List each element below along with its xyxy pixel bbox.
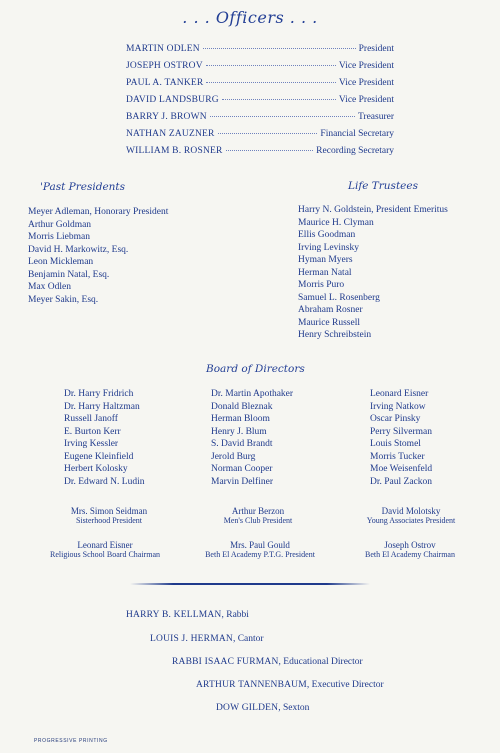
dot-leader (226, 150, 314, 151)
auxiliary-entry (340, 540, 480, 559)
auxiliary-name: Leonard Eisner (77, 540, 133, 550)
dot-leader (206, 65, 336, 66)
officer-row (126, 95, 394, 111)
auxiliary-name: Mrs. Simon Seidman (70, 506, 148, 516)
staff-role: , Cantor (232, 634, 264, 644)
officer-name: NATHAN ZAUZNER (126, 129, 215, 139)
list-item: Herbert Kolosky (64, 464, 128, 474)
list-item: Maurice H. Clyman (298, 217, 374, 228)
list-item: Dr. Paul Zackon (370, 476, 433, 487)
officer-title: Financial Secretary (320, 129, 394, 139)
list-item: Marvin Delfiner (211, 476, 273, 487)
list-item: Leon Mickleman (28, 257, 94, 267)
list-item: Dr. Edward N. Ludin (64, 476, 145, 487)
list-item: E. Burton Kerr (64, 426, 121, 437)
list-item: Irving Kessler (64, 439, 119, 449)
list-item: Dr. Harry Haltzman (64, 401, 140, 412)
auxiliary-role: Religious School Board Chairman (50, 550, 160, 559)
auxiliary-entry (168, 506, 348, 525)
list-item: Leonard Eisner (370, 389, 429, 399)
officer-row (126, 44, 394, 60)
officer-name: BARRY J. BROWN (126, 112, 207, 122)
officer-title: Vice President (338, 78, 394, 88)
auxiliary-role: Young Associates President (366, 516, 456, 525)
list-item: Benjamin Natal, Esq. (28, 269, 110, 280)
list-item: Maurice Russell (298, 317, 361, 328)
board-column-2 (211, 388, 293, 488)
list-item: Meyer Adleman, Honorary President (28, 207, 169, 217)
staff-name: ARTHUR TANNENBAUM (196, 680, 307, 690)
officer-row (126, 146, 394, 162)
life-trustees-heading: Life Trustees (348, 180, 418, 192)
officer-title: Recording Secretary (316, 146, 394, 156)
list-item: Jerold Burg (211, 451, 256, 462)
list-item: Russell Janoff (64, 414, 118, 424)
list-item: Morris Liebman (28, 232, 91, 242)
section-divider (130, 583, 370, 585)
list-item: Moe Weisenfeld (370, 464, 433, 474)
auxiliary-name: David Molotsky (381, 506, 441, 516)
list-item: Abraham Rosner (298, 305, 363, 315)
list-item: Eugene Kleinfield (64, 451, 134, 462)
list-item: Morris Tucker (370, 451, 425, 462)
dot-leader (210, 116, 355, 117)
board-column-3 (370, 388, 432, 488)
auxiliary-entry (170, 540, 350, 559)
list-item: Hyman Myers (298, 255, 353, 265)
list-item: Meyer Sakin, Esq. (28, 294, 99, 305)
auxiliary-entry (20, 540, 190, 559)
staff-role: , Sexton (278, 703, 310, 713)
staff-line (172, 657, 363, 667)
auxiliary-name: Mrs. Paul Gould (230, 540, 290, 550)
staff-name: RABBI ISAAC FURMAN (172, 657, 279, 667)
list-item: Samuel L. Rosenberg (298, 292, 380, 303)
staff-role: , Rabbi (221, 610, 249, 620)
staff-name: DOW GILDEN (216, 703, 279, 713)
list-item: S. David Brandt (211, 439, 273, 449)
list-item: Herman Bloom (211, 414, 270, 424)
list-item: Perry Silverman (370, 426, 433, 437)
list-item: Dr. Martin Apothaker (211, 389, 294, 399)
auxiliary-name: Joseph Ostrov (384, 540, 436, 550)
list-item: Oscar Pinsky (370, 414, 421, 424)
auxiliary-role: Beth El Academy Chairman (365, 550, 455, 559)
list-item: Louis Stomel (370, 439, 421, 449)
officer-row (126, 78, 394, 94)
officer-title: President (358, 44, 394, 54)
staff-role: , Executive Director (306, 680, 384, 690)
auxiliary-role: Sisterhood President (76, 516, 142, 525)
staff-line (150, 634, 264, 644)
officer-name: PAUL A. TANKER (126, 78, 204, 88)
dot-leader (206, 82, 335, 83)
board-heading: Board of Directors (206, 363, 305, 375)
life-trustees-list (298, 204, 448, 342)
officer-title: Vice President (338, 95, 394, 105)
list-item: Ellis Goodman (298, 230, 356, 240)
officer-title: Vice President (338, 61, 394, 71)
staff-line (216, 703, 309, 713)
list-item: Donald Bleznak (211, 401, 273, 412)
list-item: Harry N. Goldstein, President Emeritus (298, 205, 448, 215)
list-item: Arthur Goldman (28, 219, 92, 230)
list-item: Irving Natkow (370, 401, 426, 412)
past-presidents-heading: 'Past Presidents (40, 181, 126, 193)
dot-leader (203, 48, 356, 49)
staff-line (196, 680, 384, 690)
list-item: David H. Markowitz, Esq. (28, 244, 129, 255)
list-item: Herman Natal (298, 267, 352, 278)
staff-name: LOUIS J. HERMAN (150, 634, 233, 644)
officer-row (126, 112, 394, 128)
list-item: Dr. Harry Fridrich (64, 389, 134, 399)
auxiliary-entry (336, 506, 486, 525)
dot-leader (218, 133, 318, 134)
officer-name: WILLIAM B. ROSNER (126, 146, 223, 156)
list-item: Norman Cooper (211, 464, 273, 474)
auxiliary-role: Men's Club President (223, 516, 293, 525)
officer-name: JOSEPH OSTROV (126, 61, 203, 71)
officer-row (126, 61, 394, 77)
list-item: Morris Puro (298, 280, 345, 290)
officer-name: DAVID LANDSBURG (126, 95, 219, 105)
board-column-1 (64, 388, 144, 488)
staff-name: HARRY B. KELLMAN (126, 610, 222, 620)
officer-row (126, 129, 394, 145)
staff-line (126, 610, 249, 620)
auxiliary-name: Arthur Berzon (231, 506, 285, 516)
officer-name: MARTIN ODLEN (126, 44, 200, 54)
officer-title: Treasurer (357, 112, 394, 122)
list-item: Irving Levinsky (298, 242, 359, 253)
officers-heading: . . . Officers . . . (182, 8, 318, 27)
printer-credit: PROGRESSIVE PRINTING (34, 738, 108, 744)
staff-role: , Educational Director (278, 657, 363, 667)
auxiliary-role: Beth El Academy P.T.G. President (205, 550, 315, 559)
list-item: Henry J. Blum (211, 426, 267, 437)
list-item: Henry Schreibstein (298, 330, 372, 340)
dot-leader (222, 99, 336, 100)
past-presidents-list (28, 206, 168, 306)
list-item: Max Odlen (28, 282, 72, 292)
